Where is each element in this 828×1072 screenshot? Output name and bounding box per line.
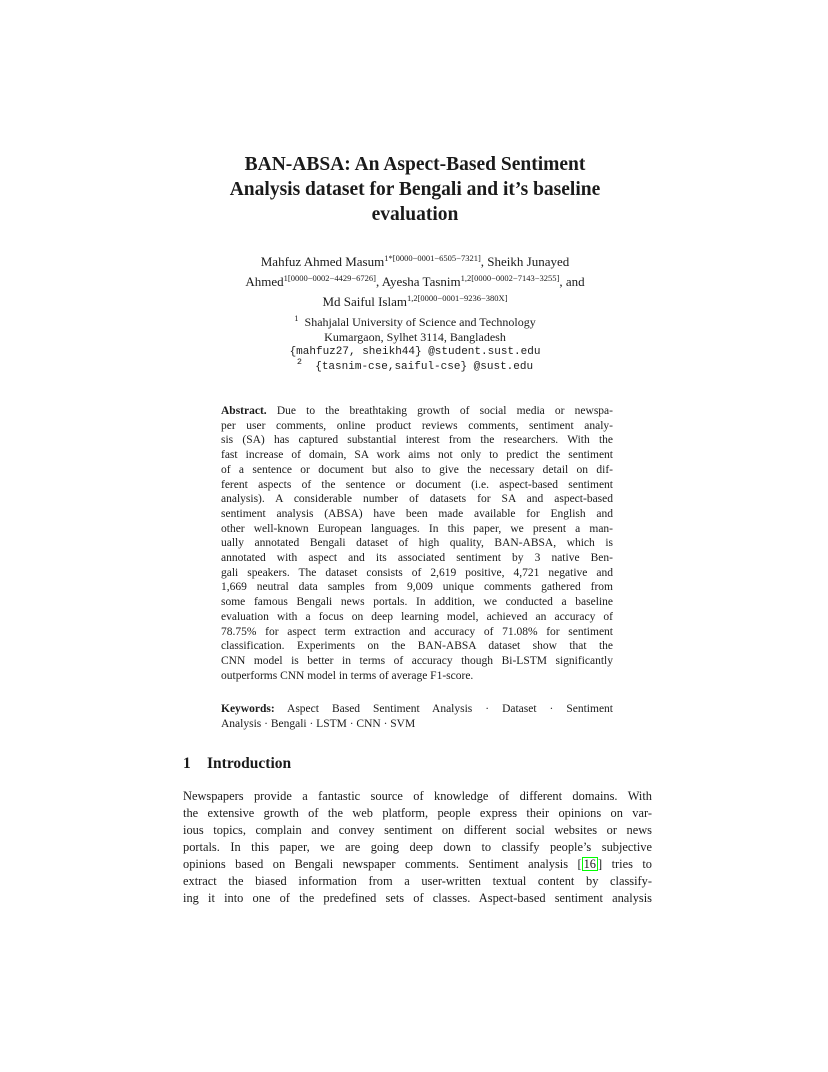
- section-title: Introduction: [207, 755, 292, 772]
- title-line: evaluation: [371, 204, 459, 225]
- author-name: Md Saiful Islam: [322, 294, 407, 309]
- author-orcid: 1,2[0000−0001−9236−380X]: [406, 293, 508, 303]
- author-list: [190, 252, 640, 312]
- abstract-line: outperforms CNN model in terms of average F1-score.: [221, 669, 474, 682]
- abstract-line: some famous Bengali news portals. In addition, we conducted a baseline: [221, 596, 613, 609]
- body-line: portals. In this paper, we are going deep down to classify people’s subjective: [183, 840, 652, 854]
- affiliation-email-text: {tasnim-cse,saiful-cse} @sust.edu: [315, 361, 534, 373]
- abstract-text: Due to the breathtaking growth of social media or newspa-: [276, 405, 613, 417]
- keywords-label: Keywords:: [221, 703, 275, 715]
- keywords-line: [221, 702, 613, 717]
- author-name: Ahmed: [245, 274, 284, 289]
- abstract-line: CNN model is better in terms of accuracy though Bi-LSTM significantly: [221, 654, 613, 667]
- body-line: extract the biased information from a user-written textual content by classify-: [183, 874, 652, 888]
- author-name: , Sheikh Junayed: [480, 254, 570, 269]
- abstract-line: fast increase of domain, SA work aims not only to predict the sentiment: [221, 449, 613, 462]
- affiliation-name: Shahjalal University of Science and Technology: [304, 315, 536, 329]
- abstract-line: evaluation with a focus on deep learning model, achieved an accuracy of: [221, 610, 613, 623]
- section-heading: [183, 755, 291, 773]
- author-line: [190, 252, 640, 272]
- affiliation-address: Kumargaon, Sylhet 3114, Bangladesh: [324, 330, 506, 344]
- author-orcid: 1[0000−0002−4429−6726]: [283, 273, 376, 283]
- affiliation-line: [240, 315, 590, 330]
- abstract-line: gali speakers. The dataset consists of 2,619 positive, 4,721 negative and: [221, 566, 613, 579]
- section-number: 1: [183, 755, 191, 772]
- body-text-segment: tries to: [611, 857, 652, 871]
- abstract-line: analysis). A considerable number of datasets for SA and aspect-based: [221, 493, 613, 506]
- abstract-line: 1,669 neutral data samples from 9,009 unique comments gathered from: [221, 581, 613, 594]
- keywords-text: Aspect Based Sentiment Analysis · Dataset · Sentiment: [287, 703, 613, 715]
- abstract-line: ferent aspects of the sentence or document (i.e. aspect-based sentiment: [221, 478, 613, 491]
- body-line: ing it into one of the predefined sets of classes. Aspect-based sentiment analysis: [183, 891, 652, 905]
- abstract-line: other well-known European languages. In this paper, we present a man-: [221, 522, 613, 535]
- body-text: [183, 788, 652, 907]
- body-line: the extensive growth of the web platform, people express their opinions on var-: [183, 806, 652, 820]
- abstract-line: sentiment analysis (ABSA) have been made available for English and: [221, 507, 613, 520]
- paper-title: [150, 152, 680, 227]
- affiliation-email: [240, 357, 590, 375]
- affiliations: [240, 315, 590, 375]
- keywords: [221, 702, 613, 731]
- body-line: ious topics, complain and convey sentiment on different social websites or news: [183, 823, 652, 837]
- abstract: [221, 404, 613, 683]
- abstract-line: per user comments, online product reviews comments, sentiment analy-: [221, 419, 613, 432]
- author-name: , Ayesha Tasnim: [375, 274, 461, 289]
- abstract-line: [221, 404, 613, 419]
- author-separator: , and: [559, 274, 585, 289]
- body-line: opinions based on Bengali newspaper comments. Sentiment analysis [ 16 ] tries to: [183, 857, 652, 871]
- body-line: Newspapers provide a fantastic source of knowledge of different domains. With: [183, 789, 652, 803]
- author-orcid: 1*[0000−0001−6505−7321]: [384, 253, 481, 263]
- title-line: BAN-ABSA: An Aspect-Based Sentiment: [244, 154, 586, 175]
- author-orcid: 1,2[0000−0002−7143−3255]: [460, 273, 560, 283]
- title-line: Analysis dataset for Bengali and it’s baseline: [229, 179, 601, 200]
- body-text-segment: opinions based on Bengali newspaper comments. Sentiment analysis: [183, 857, 569, 871]
- author-name: Mahfuz Ahmed Masum: [260, 254, 385, 269]
- abstract-line: 78.75% for aspect term extraction and accuracy of 71.08% for sentiment: [221, 625, 613, 638]
- keywords-line: Analysis · Bengali · LSTM · CNN · SVM: [221, 717, 416, 730]
- author-line: [190, 272, 640, 292]
- abstract-line: sis (SA) has captured substantial interest from the researchers. With the: [221, 434, 613, 447]
- abstract-line: of a sentence or document but also to give the necessary detail on dif-: [221, 463, 613, 476]
- abstract-line: classification. Experiments on the BAN-ABSA dataset show that the: [221, 640, 613, 653]
- affiliation-marker: 1: [294, 313, 299, 323]
- abstract-label: Abstract.: [221, 405, 267, 417]
- abstract-line: annotated with aspect and its associated sentiment by 3 native Ben-: [221, 552, 613, 565]
- citation-link[interactable]: 16: [583, 857, 596, 871]
- affiliation-marker: 2: [296, 357, 303, 367]
- abstract-line: ually annotated Bengali dataset of high quality, BAN-ABSA, which is: [221, 537, 613, 550]
- affiliation-email: {mahfuz27, sheikh44} @student.sust.edu: [289, 346, 541, 358]
- author-line: [190, 292, 640, 312]
